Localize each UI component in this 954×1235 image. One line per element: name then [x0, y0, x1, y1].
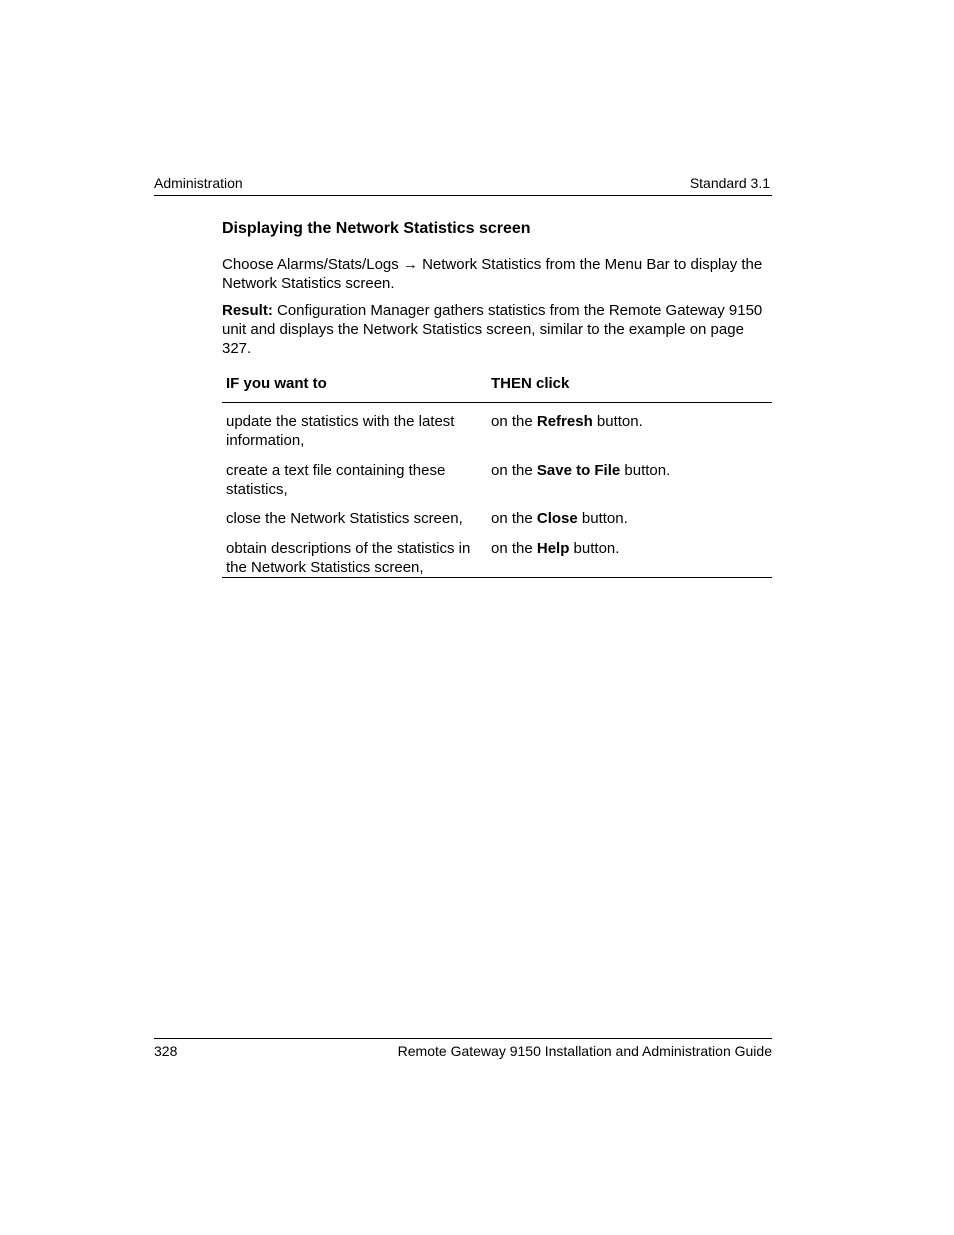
table-header — [222, 375, 772, 403]
table-row — [222, 412, 772, 461]
table-cell-then — [491, 509, 628, 528]
table-cell-if: close the Network Statistics screen, — [226, 510, 463, 527]
instruction-paragraph: Choose Alarms/Stats/Logs → Network Statistics from the Menu Bar to display the Network Statistics screen. — [222, 256, 763, 292]
then-suffix: button. — [592, 413, 643, 430]
button-name: Close — [536, 510, 578, 527]
table-bottom-rule — [222, 577, 772, 578]
table-cell-then — [491, 461, 670, 480]
then-prefix: on the — [491, 540, 537, 557]
header-section: Administration — [154, 175, 243, 191]
result-paragraph — [222, 301, 774, 358]
table-cell-if: create a text file containing these statistics, — [226, 462, 446, 498]
table-cell-if: obtain descriptions of the statistics in the Network Statistics screen, — [226, 540, 471, 576]
then-prefix: on the — [491, 462, 537, 479]
guide-title: Remote Gateway 9150 Installation and Administration Guide — [397, 1043, 772, 1059]
table-cell-if: update the statistics with the latest information, — [226, 413, 455, 449]
result-text: Configuration Manager gathers statistics from the Remote Gateway 9150 unit and displays the Network Statistics screen, similar to the example on page 327. — [222, 302, 763, 357]
button-name: Save to File — [536, 462, 621, 479]
page-number: 328 — [154, 1043, 178, 1059]
if-then-table — [222, 375, 772, 578]
header-standard: Standard 3.1 — [689, 175, 770, 191]
then-suffix: button. — [577, 510, 628, 527]
page-header — [154, 175, 772, 196]
table-row — [222, 539, 772, 577]
table-row — [222, 509, 772, 539]
result-label: Result: — [222, 302, 273, 319]
section-title: Displaying the Network Statistics screen — [222, 220, 531, 237]
button-name: Help — [536, 540, 570, 557]
page-footer — [154, 1038, 772, 1061]
table-cell-then — [491, 412, 643, 431]
table-header-if: IF you want to — [226, 375, 327, 392]
then-suffix: button. — [620, 462, 671, 479]
button-name: Refresh — [536, 413, 593, 430]
then-suffix: button. — [569, 540, 620, 557]
then-prefix: on the — [491, 413, 537, 430]
table-header-then: THEN click — [491, 375, 570, 392]
then-prefix: on the — [491, 510, 537, 527]
table-row — [222, 461, 772, 509]
table-cell-then — [491, 539, 619, 558]
